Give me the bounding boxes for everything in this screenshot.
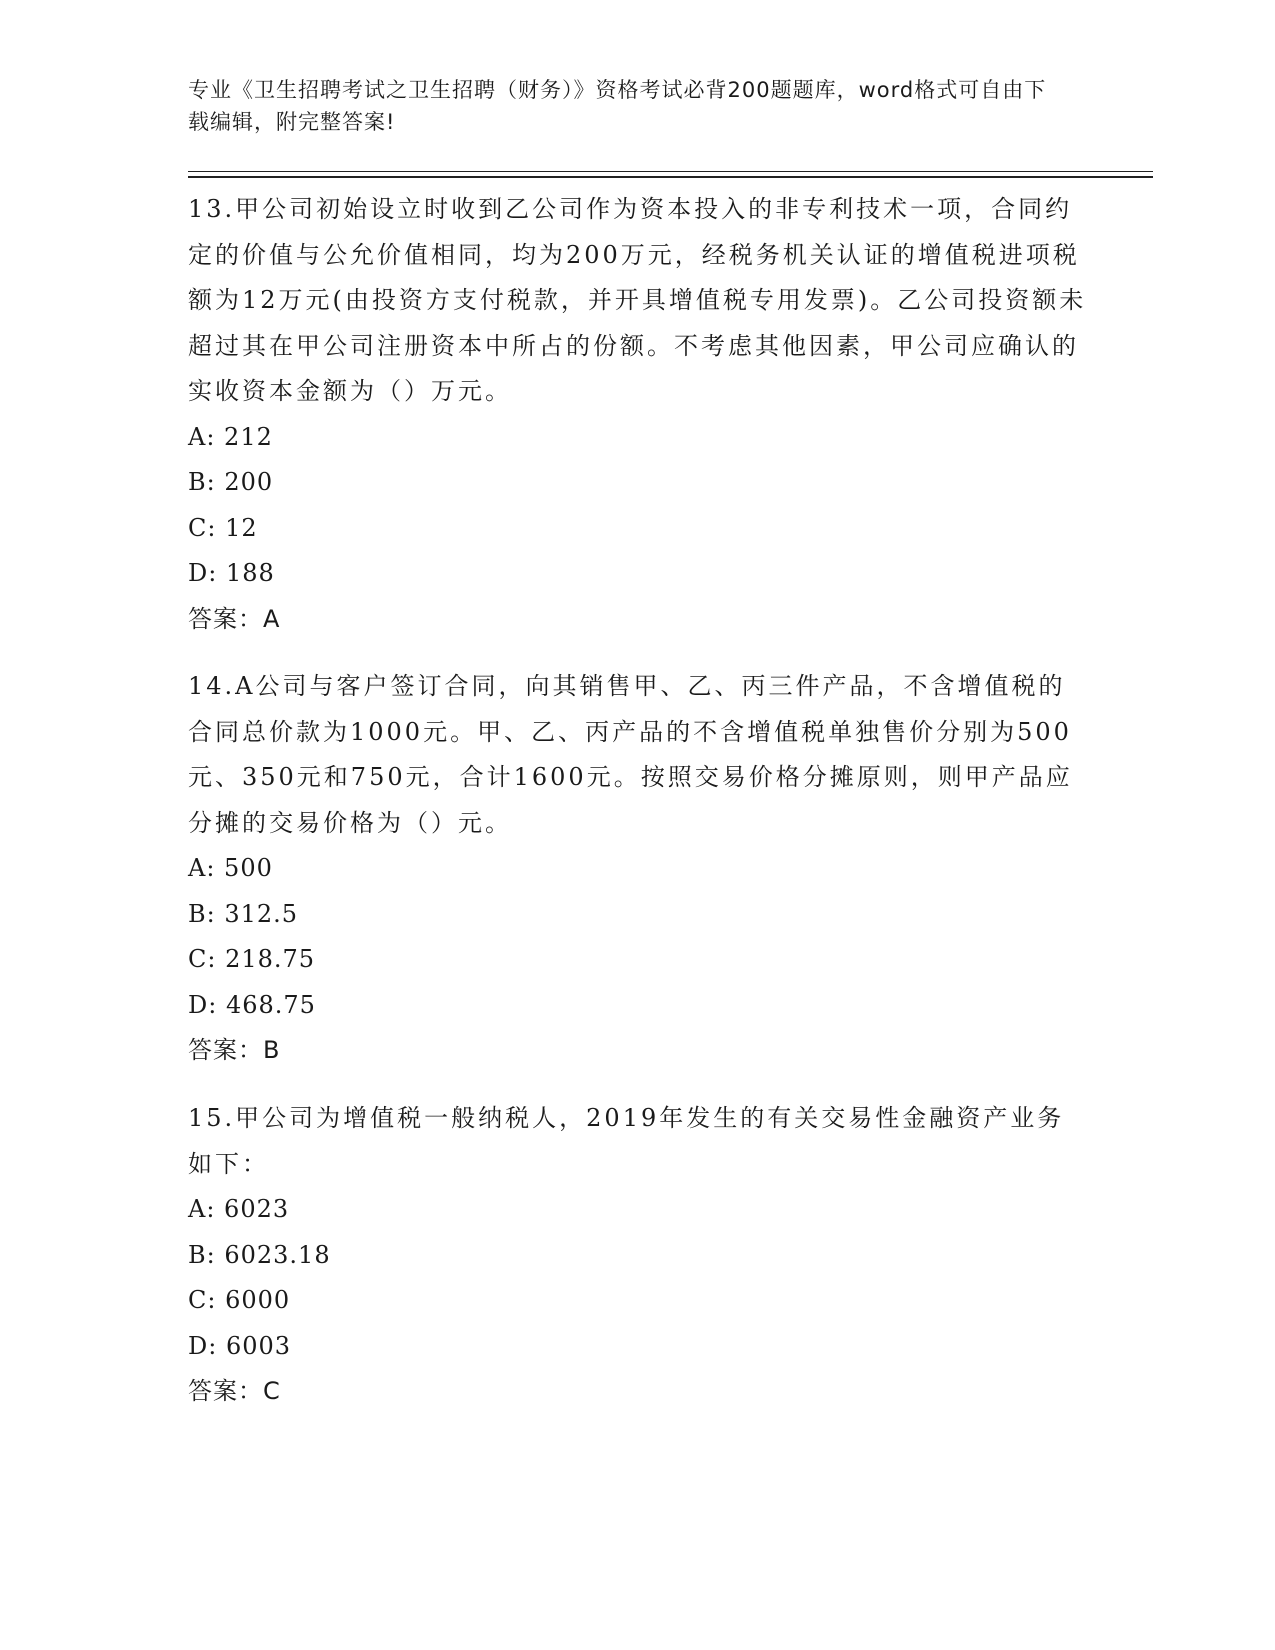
question-13 <box>188 187 1088 642</box>
option-c: C: 6000 <box>188 1286 291 1314</box>
question-15 <box>188 1096 1088 1415</box>
question-stem: 15.甲公司为增值税一般纳税人，2019年发生的有关交易性金融资产业务如下： <box>188 1104 1065 1178</box>
option-b: B: 200 <box>188 468 274 496</box>
question-stem: 13.甲公司初始设立时收到乙公司作为资本投入的非专利技术一项，合同约定的价值与公允价值相同，均为200万元，经税务机关认证的增值税进项税额为12万元(由投资方支付税款，并开具增值税专用发票)。乙公司投资额未超过其在甲公司注册资本中所占的份额。不考虑其他因素，甲公司应确认的实收资本金额为（）万元。 <box>188 195 1087 405</box>
answer-label: 答案：A <box>188 604 281 633</box>
header-rule-thin <box>188 171 1153 172</box>
document-header: 专业《卫生招聘考试之卫生招聘（财务）》资格考试必背200题题库，word格式可自由下载编辑，附完整答案! <box>188 78 1047 134</box>
question-stem: 14.A公司与客户签订合同，向其销售甲、乙、丙三件产品，不含增值税的合同总价款为1000元。甲、乙、丙产品的不含增值税单独售价分别为500元、350元和750元，合计1600元。按照交易价格分摊原则，则甲产品应分摊的交易价格为（）元。 <box>188 672 1073 837</box>
option-b: B: 6023.18 <box>188 1240 331 1269</box>
answer-label: 答案：C <box>188 1377 281 1405</box>
option-a: A: 500 <box>188 854 273 882</box>
option-d: D: 188 <box>188 559 275 587</box>
option-c: C: 12 <box>188 513 258 542</box>
option-a: A: 6023 <box>188 1195 290 1223</box>
option-a: A: 212 <box>188 422 273 451</box>
option-c: C: 218.75 <box>188 945 316 973</box>
option-d: D: 468.75 <box>188 990 316 1019</box>
option-b: B: 312.5 <box>188 899 299 928</box>
option-d: D: 6003 <box>188 1331 292 1360</box>
question-14 <box>188 664 1088 1074</box>
answer-label: 答案：B <box>188 1036 281 1064</box>
header-rule-thick <box>188 176 1153 178</box>
